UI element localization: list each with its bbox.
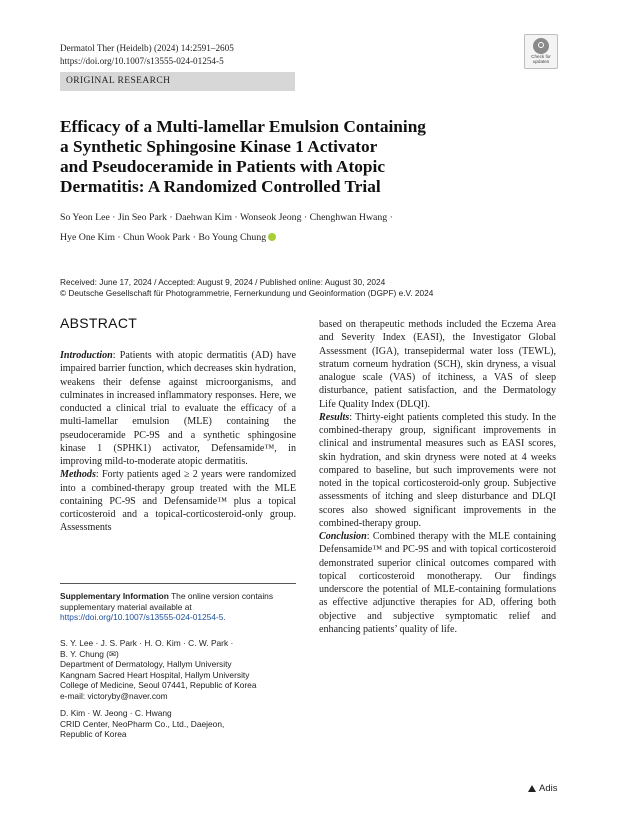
- abstract-paragraph: [60, 349, 296, 468]
- adis-logo-icon: [528, 785, 536, 792]
- article-title: [60, 117, 500, 197]
- section-label: Methods: [60, 469, 96, 481]
- author-list: [60, 208, 480, 248]
- affiliation-line: CRID Center, NeoPharm Co., Ltd., Daejeon,: [60, 718, 225, 729]
- affiliation-line: College of Medicine, Seoul 07441, Republic of Korea: [60, 680, 257, 691]
- section-text: : Forty patients aged ≥ 2 years were randomized into a combined-therapy group treated with the MLE containing PC-9S and Defensamide™ plus a topical corticosteroid and a topical-corticosteroid-only group. Assessments: [60, 469, 296, 534]
- affiliation-line: Republic of Korea: [60, 729, 127, 740]
- supplementary-link[interactable]: https://doi.org/10.1007/s13555-024-01254-5.: [60, 612, 226, 622]
- affiliation-authors: S. Y. Lee · J. S. Park · H. O. Kim · C. W. Park ·: [60, 638, 234, 648]
- title-line: a Synthetic Sphingosine Kinase 1 Activator: [60, 137, 378, 156]
- abstract-paragraph: [319, 411, 556, 530]
- abstract-heading: ABSTRACT: [60, 315, 138, 331]
- badge-line2: updates: [532, 59, 550, 64]
- supplementary-text: The online version contains supplementary material available at: [60, 591, 274, 612]
- affiliation-authors: D. Kim · W. Jeong · C. Hwang: [60, 708, 172, 718]
- affiliation-block: [60, 708, 300, 740]
- publisher-logo: [528, 783, 557, 794]
- badge-line1: Check for: [531, 54, 551, 59]
- affiliation-email[interactable]: e-mail: victoryby@naver.com: [60, 690, 168, 701]
- journal-line: Dermatol Ther (Heidelb) (2024) 14:2591–2605: [60, 43, 234, 53]
- check-for-updates-icon: [533, 38, 549, 54]
- section-label: Introduction: [60, 350, 113, 361]
- dates-line: Received: June 17, 2024 / Accepted: August 9, 2024 / Published online: August 30, 2024: [60, 277, 386, 287]
- orcid-icon[interactable]: [268, 233, 276, 241]
- author-line-2: [60, 228, 480, 248]
- affiliation-line: Kangnam Sacred Heart Hospital, Hallym University: [60, 669, 250, 680]
- publisher-name: Adis: [539, 783, 558, 794]
- section-text: : Combined therapy with the MLE containing Defensamide™ and PC-9S and with topical corticosteroid demonstrated superior clinical outcomes compared with topical corticosteroid monotherapy. Our findings underscore the potential of MLE-containing formulations as effective adjunctive therapies for AD, offering both objective and subjective symptomatic relief and enhancing patients’ quality of life.: [319, 531, 556, 635]
- abstract-paragraph: [319, 318, 556, 411]
- affiliation-authors: B. Y. Chung (✉): [60, 648, 119, 659]
- publication-dates: [60, 277, 580, 299]
- abstract-paragraph: [60, 468, 296, 534]
- section-label: Results: [319, 411, 350, 423]
- article-category: ORIGINAL RESEARCH: [60, 72, 295, 91]
- author-line-1: So Yeon Lee · Jin Seo Park · Daehwan Kim · Wonseok Jeong · Chenghwan Hwang ·: [60, 212, 393, 223]
- abstract-right-column: [319, 318, 556, 636]
- journal-citation: [60, 42, 234, 68]
- abstract-paragraph: [319, 530, 556, 636]
- affiliation-line: Department of Dermatology, Hallym University: [60, 659, 232, 670]
- section-text: : Thirty-eight patients completed this study. In the combined-therapy group, significant improvements in clinical and instrumental measures such as EASI scores, skin hydration, and skin dryness were noted at 4 weeks compared to baseline, but such improvements were not noted in the topical corticosteroid-only group. Subjective assessments of itching and sleep disturbance and DLQI scores also showed significant improvements in the combined-therapy group.: [319, 411, 556, 529]
- author-line-2-text: Hye One Kim · Chun Wook Park · Bo Young Chung: [60, 232, 267, 243]
- section-text: based on therapeutic methods included the Eczema Area and Severity Index (EASI), the Investigator Global Assessment (IGA), transepidermal water loss (TEWL), stratum corneum hydration (SCH), skin dryness, a visual analogue scale (VAS) of itchiness, a VAS of sleep disturbance, patient satisfaction, and the Dermatology Life Quality Index (DLQI).: [319, 319, 556, 410]
- copyright-line: © Deutsche Gesellschaft für Photogrammetrie, Fernerkundung und Geoinformation (DGPF) e.V. 2024: [60, 288, 434, 298]
- supplementary-info: [60, 591, 296, 623]
- supplementary-label: Supplementary Information: [60, 591, 169, 601]
- affiliation-block: [60, 638, 300, 702]
- footnote-divider: [60, 583, 296, 584]
- check-for-updates-badge[interactable]: [524, 34, 558, 69]
- title-line: Dermatitis: A Randomized Controlled Trial: [60, 177, 381, 196]
- doi-line[interactable]: https://doi.org/10.1007/s13555-024-01254-5: [60, 56, 224, 66]
- abstract-left-column: [60, 349, 296, 535]
- title-line: and Pseudoceramide in Patients with Atopic: [60, 157, 385, 176]
- title-line: Efficacy of a Multi-lamellar Emulsion Containing: [60, 117, 426, 136]
- section-text: : Patients with atopic dermatitis (AD) have impaired barrier function, which decreases skin hydration, weakens their defense against microorganisms, and culminates in increased inflammatory responses. Here, we conducted a clinical trial to evaluate the efficacy of a multi-lamellar emulsion (MLE) containing the pseudoceramide PC-9S and a synthetic sphingosine kinase 1 (SPHK1) activator, Defensamide™, in improving mild-to-moderate atopic dermatitis.: [60, 350, 296, 467]
- section-label: Conclusion: [319, 531, 367, 542]
